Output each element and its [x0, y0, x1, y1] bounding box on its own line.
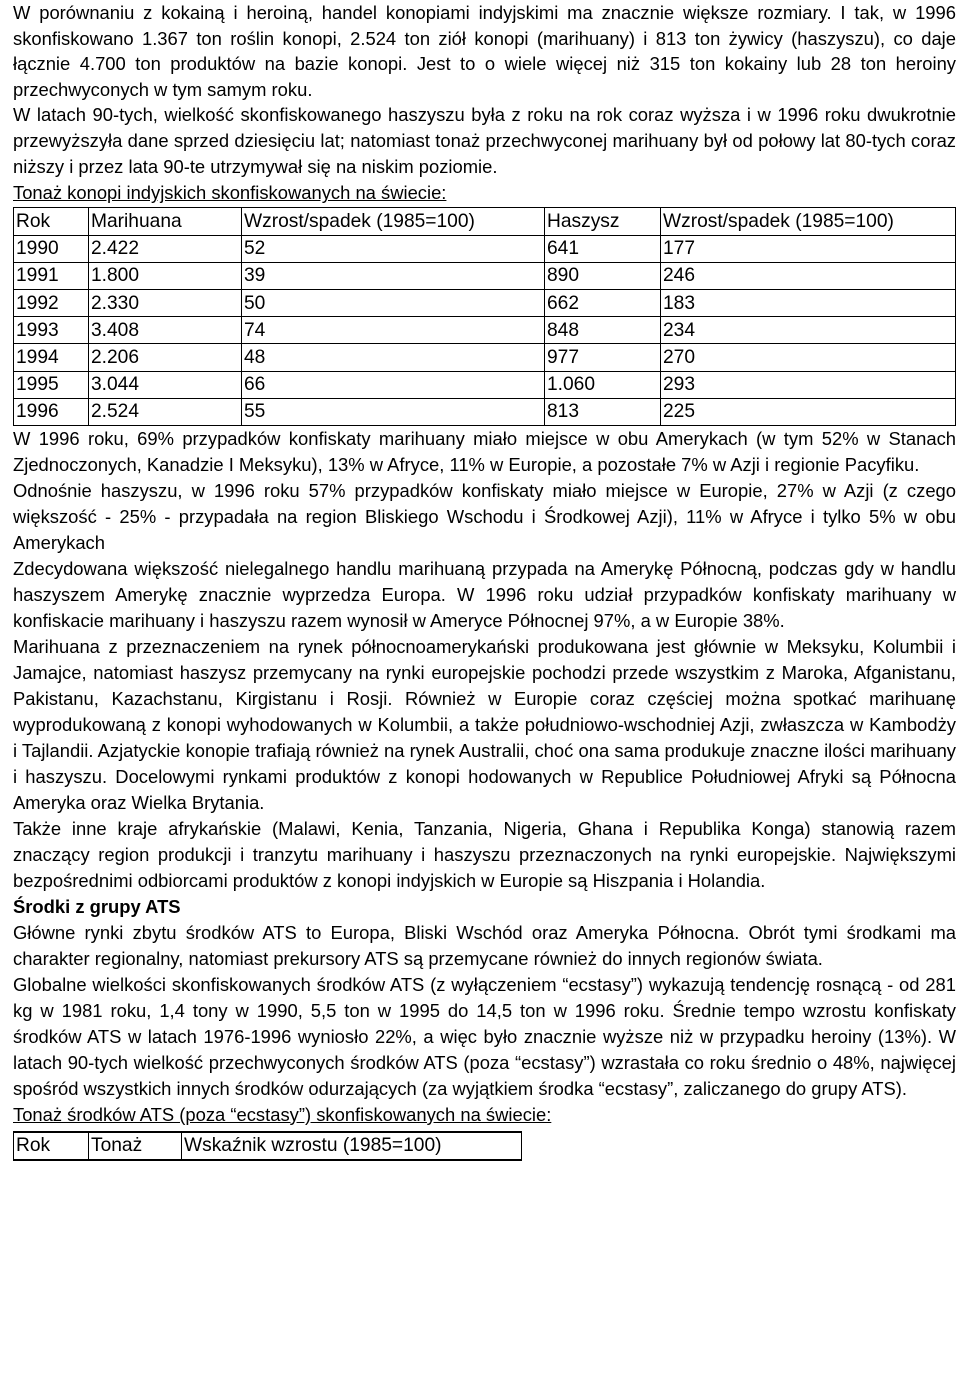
cell-marihuana: 1.800 [89, 262, 242, 289]
paragraph-ats-volumes: Globalne wielkości skonfiskowanych środków ATS (z wyłączeniem “ecstasy”) wykazują tendencję rosnącą - od 281 kg w 1981 roku, 1,4 tony w 1990, 5,5 ton w 1995 do 14,5 ton w 1996 roku. Średnie tempo wzrostu konfiskaty środków ATS w latach 1976-1996 wyniosło 22%, a więc było znacznie wyższe niż w przypadku heroiny (13%). W latach 90-tych wielkość przechwyconych środków ATS (poza “ecstasy”) wzrastała co roku średnio o 48%, najwięcej spośród wszystkich innych środków odurzających (za wyjątkiem środka “ecstasy”, zaliczanego do grupy ATS). [13, 973, 956, 1099]
table-row [14, 289, 956, 316]
cell-haszysz-index: 234 [661, 317, 956, 344]
cell-marihuana-index: 66 [242, 371, 545, 398]
cell-year: 1990 [14, 235, 89, 262]
table-row [14, 398, 956, 425]
paragraph-african-countries: Także inne kraje afrykańskie (Malawi, Kenia, Tanzania, Nigeria, Ghana i Republika Konga) stanowią razem znaczący region produkcji i tranzytu marihuany i haszyszu przeznaczonych na rynki europejskie. Największymi bezpośrednimi odbiorcami produktów z konopi indyjskich w Europie są Hiszpania i Holandia. [13, 817, 956, 891]
paragraph-marihuana-regions: W 1996 roku, 69% przypadków konfiskaty marihuany miało miejsce w obu Amerykach (w tym 52% w Stanach Zjednoczonych, Kanadzie I Meksyku), 13% w Afryce, 11% w Europie, a pozostałe 7% w Azji i regionie Pacyfiku. [13, 427, 956, 475]
cell-year: 1991 [14, 262, 89, 289]
cell-haszysz-index: 183 [661, 289, 956, 316]
cell-haszysz-index: 246 [661, 262, 956, 289]
ats-seizures-table [13, 1131, 522, 1161]
header-cell: Rok [14, 1132, 89, 1160]
cell-year: 1994 [14, 344, 89, 371]
cell-marihuana: 2.524 [89, 398, 242, 425]
cell-haszysz: 848 [545, 317, 661, 344]
cell-haszysz-index: 225 [661, 398, 956, 425]
paragraph-hashish-trend: W latach 90-tych, wielkość skonfiskowanego haszyszu była z roku na rok coraz wyższa i w 1996 roku dwukrotnie przewyższyła dane sprzed dziesięciu lat; natomiast tonaż przechwyconej marihuany był od połowy lat 80-tych coraz niższy i przez lata 90-te utrzymywał się na niskim poziomie. [13, 104, 956, 178]
table1-caption: Tonaż konopi indyjskich skonfiskowanych na świecie: [13, 182, 447, 204]
table-row [14, 262, 956, 289]
header-cell: Rok [14, 208, 89, 235]
cell-haszysz: 977 [545, 344, 661, 371]
cell-haszysz: 890 [545, 262, 661, 289]
cell-marihuana-index: 50 [242, 289, 545, 316]
cell-haszysz: 641 [545, 235, 661, 262]
cell-marihuana: 2.422 [89, 235, 242, 262]
paragraph-production-routes: Marihuana z przeznaczeniem na rynek północnoamerykański produkowana jest głównie w Meksyku, Kolumbii i Jamajce, natomiast haszysz przemycany na rynki europejskie pochodzi przede wszystkim z Maroka, Afganistanu, Pakistanu, Kazachstanu, Kirgistanu i Rosji. Również w Europie coraz częściej można spotkać marihuanę wyprodukowaną z konopi wyhodowanych w Kolumbii, a także południowo-wschodniej Azji, zwłaszcza w Kambodży i Tajlandii. Azjatyckie konopie trafiają również na rynek Australii, choć ona sama produkuje znaczne ilości marihuany i haszyszu. Docelowymi rynkami produktów z konopi hodowanych w Republice Południowej Afryki są Północna Ameryka oraz Wielka Brytania. [13, 635, 956, 813]
cell-haszysz: 662 [545, 289, 661, 316]
document-page [13, 0, 956, 1161]
cell-haszysz: 1.060 [545, 371, 661, 398]
cell-marihuana: 3.408 [89, 317, 242, 344]
table-header-row [14, 1132, 522, 1160]
cell-marihuana-index: 52 [242, 235, 545, 262]
cell-haszysz-index: 270 [661, 344, 956, 371]
cell-marihuana-index: 55 [242, 398, 545, 425]
header-cell: Wzrost/spadek (1985=100) [661, 208, 956, 235]
cell-haszysz-index: 293 [661, 371, 956, 398]
header-cell: Marihuana [89, 208, 242, 235]
cell-year: 1992 [14, 289, 89, 316]
paragraph-cannabis-intro: W porównaniu z kokainą i heroiną, handel konopiami indyjskimi ma znacznie większe rozmiary. I tak, w 1996 skonfiskowano 1.367 ton roślin konopi, 2.524 ton ziół konopi (marihuany) i 813 ton żywicy (haszyszu), co daje łącznie 4.700 ton produktów na bazie konopi. Jest to o wiele więcej niż 315 ton kokainy lub 28 ton heroiny przechwyconych w tym samym roku. [13, 2, 956, 100]
paragraph-north-america-europe: Zdecydowana większość nielegalnego handlu marihuaną przypada na Amerykę Północną, podczas gdy w handlu haszyszem Amerykę znacznie wyprzedza Europa. W 1996 roku udział przypadków konfiskaty marihuany w konfiskacie marihuany i haszyszu razem wynosił w Ameryce Północnej 97%, a w Europie 38%. [13, 557, 956, 631]
table-row [14, 235, 956, 262]
section-heading-ats: Środki z grupy ATS [13, 895, 181, 917]
cell-marihuana-index: 39 [242, 262, 545, 289]
header-cell: Haszysz [545, 208, 661, 235]
header-cell: Tonaż [89, 1132, 182, 1160]
cell-year: 1996 [14, 398, 89, 425]
cell-year: 1993 [14, 317, 89, 344]
cell-marihuana: 3.044 [89, 371, 242, 398]
header-cell: Wzrost/spadek (1985=100) [242, 208, 545, 235]
table-header-row [14, 208, 956, 235]
paragraph-ats-markets: Główne rynki zbytu środków ATS to Europa, Bliski Wschód oraz Ameryka Północna. Obrót tymi środkami ma charakter regionalny, natomiast prekursory ATS są przemycane również do innych regionów świata. [13, 921, 956, 969]
cell-haszysz: 813 [545, 398, 661, 425]
cell-marihuana-index: 48 [242, 344, 545, 371]
paragraph-hashish-regions: Odnośnie haszyszu, w 1996 roku 57% przypadków konfiskaty miało miejsce w Europie, 27% w Azji (z czego większość - 25% - przypadała na region Bliskiego Wschodu i Środkowej Azji), 11% w Afryce i tylko 5% w obu Amerykach [13, 479, 956, 553]
table-row [14, 371, 956, 398]
table2-caption: Tonaż środków ATS (poza “ecstasy”) skonfiskowanych na świecie: [13, 1103, 552, 1125]
cell-haszysz-index: 177 [661, 235, 956, 262]
cell-marihuana-index: 74 [242, 317, 545, 344]
table-row [14, 317, 956, 344]
cannabis-seizures-table [13, 207, 956, 426]
table-row [14, 344, 956, 371]
header-cell: Wskaźnik wzrostu (1985=100) [182, 1132, 522, 1160]
cell-marihuana: 2.330 [89, 289, 242, 316]
cell-marihuana: 2.206 [89, 344, 242, 371]
cell-year: 1995 [14, 371, 89, 398]
